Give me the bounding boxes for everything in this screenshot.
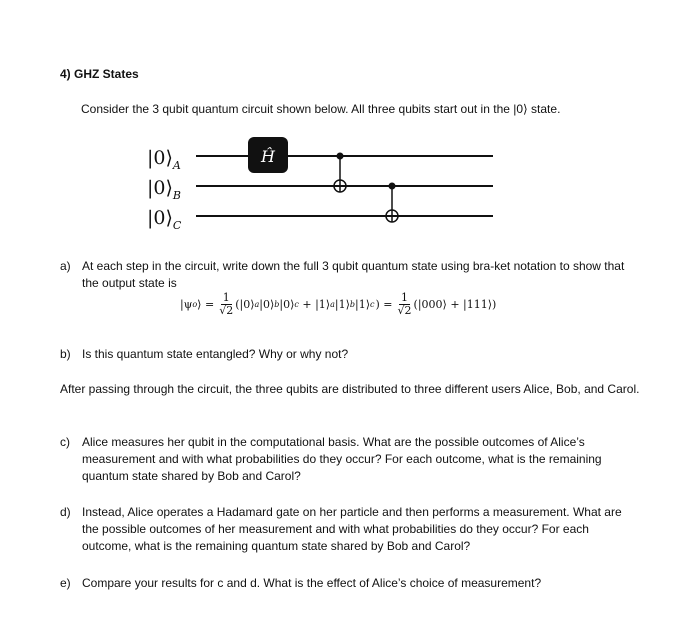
qubit-c-label: $|0⟩_C$ bbox=[147, 207, 182, 232]
fraction-2: $\frac{1}{√2}$ bbox=[397, 291, 412, 317]
question-d-label: d) bbox=[60, 505, 71, 519]
problem-heading: 4) GHZ States bbox=[60, 67, 139, 81]
question-c-text: Alice measures her qubit in the computational basis. What are the possible outcomes of Alice’s measurement and with what probabilities do they occur? For each outcome, what is the remaining quantum state shared by Bob and Carol? bbox=[82, 435, 602, 483]
question-b-text: Is this quantum state entangled? Why or why not? bbox=[82, 347, 349, 361]
fraction-1: $\frac{1}{√2}$ bbox=[219, 291, 234, 317]
question-b-label: b) bbox=[60, 347, 71, 361]
question-e-text: Compare your results for c and d. What is the effect of Alice’s choice of measurement? bbox=[82, 576, 542, 590]
question-c-label: c) bbox=[60, 435, 70, 449]
question-e-label: e) bbox=[60, 576, 71, 590]
question-b bbox=[60, 346, 640, 364]
question-c bbox=[60, 434, 640, 488]
qubit-b-label: $|0⟩_B$ bbox=[147, 177, 181, 202]
hadamard-gate-label: Ĥ bbox=[261, 147, 275, 166]
question-a-label: a) bbox=[60, 259, 71, 273]
ghz-equation: |ψ o ⟩ = $\frac{1}{√2}$ (|0⟩ a |0⟩ b |0⟩ c + |1⟩ a |1⟩ b |1⟩ c ) = $\frac{1}{√2}$ (|000⟩ + |111⟩) bbox=[180, 291, 497, 317]
question-e bbox=[60, 575, 640, 593]
intro-text: Consider the 3 qubit quantum circuit shown below. All three qubits start out in the |0⟩ state. bbox=[81, 102, 561, 116]
question-d-text: Instead, Alice operates a Hadamard gate on her particle and then performs a measurement. What are the possible outcomes of her measurement and with what probabilities do they occur? For each outcome, what is the remaining quantum state shared by Bob and Carol? bbox=[82, 505, 622, 553]
qubit-a-label: $|0⟩_A$ bbox=[147, 147, 181, 172]
question-d bbox=[60, 504, 640, 558]
distribution-passage: After passing through the circuit, the three qubits are distributed to three different users Alice, Bob, and Carol. bbox=[60, 382, 640, 396]
question-a-text: At each step in the circuit, write down the full 3 qubit quantum state using bra-ket notation to show that the output state is bbox=[82, 259, 625, 290]
